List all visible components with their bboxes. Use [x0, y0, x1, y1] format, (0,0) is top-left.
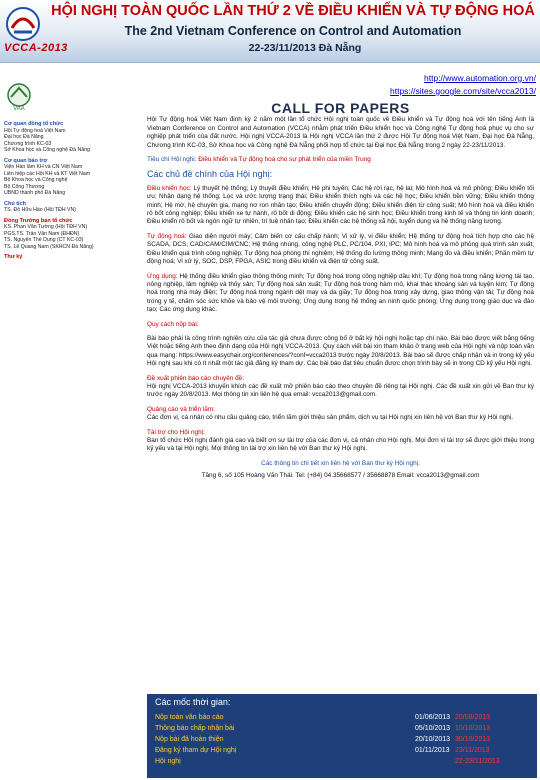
sessions-title: Đề xuất phiên báo cáo chuyên đề:: [147, 374, 244, 382]
co-chair-item: TS. Nguyễn Thế Dung (CT KC-03): [4, 237, 84, 243]
web-links: [240, 72, 536, 98]
topic-control-text: Lý thuyết hệ thống; Lý thuyết điều khiển; Hệ phi tuyến; Các hệ rời rạc, hệ lai; Mô hình hoá và mô phỏng; Điều khiển tối ưu; Nhận dạng hệ thống; Lọc và ước lượng trạng thái; Điều khiển thích nghi và các hệ học; Điều khiển bền vững; Điều khiển thông minh; Hệ mờ, hệ chuyên gia, mạng nơ ron nhân tạo; Điều khiển chuyển động; Điều khiển điện từ công suất; Mô hình hoá và điều khiển rô bốt công nghiệp; Điều khiển xe tự hành, rô bốt di động; Điều khiển các hệ sinh học; Điều khiển trong kinh tế và thông tin kinh doanh; Điều khiển rô bốt và ngôn ngữ tự nhiên, trí tuệ nhân tạo; Điều khiển các hệ thống xã hội, tuyển dụng và hệ thống năng lượng.: [147, 184, 534, 226]
date-place: 22-23/11/2013 Đà Nẵng: [248, 42, 362, 54]
co-chair-item: PGS.TS. Trần Văn Nam (ĐHĐN): [4, 230, 80, 237]
date-row: [155, 736, 525, 746]
vcca-logo-icon: [4, 6, 42, 42]
sponsors-heading: Cơ quan bảo trợ: [4, 157, 48, 164]
patron-item: Viện Hàn lâm KH và CN Việt Nam: [4, 164, 83, 170]
title-vietnamese: HỘI NGHỊ TOÀN QUỐC LẦN THỨ 2 VỀ ĐIỀU KHIỂN VÀ TỰ ĐỘNG HOÁ: [51, 3, 535, 19]
sessions-text: Hội nghị VCCA-2013 khuyến khích các đề xuất mở phiên báo cáo theo chuyên đề riêng tại Hội nghị. Các đề xuất xin gửi về Ban thư ký trước ngày 20/8/2013. Mọi thông tin xin liên hệ qua email: vcca2013@gmail.com.: [147, 382, 534, 399]
topic-applications-title: Ứng dụng:: [147, 272, 178, 280]
date-start: 05/10/2013: [415, 725, 451, 732]
patron-item: Bộ Công Thương: [4, 183, 45, 190]
intro-paragraph: Hội Tự động hoá Việt Nam định kỳ 2 năm một lần tổ chức Hội nghị toàn quốc về Điều khiển và Tự động hoá với tên tiếng Anh là Vietnam Conference on Control and Automation (VCCA) nhằm phát triển Điều khiển học và Công nghệ Tự động hoá phục vụ cho sự nghiệp phát triển của đất nước. Hội nghị VCCA-2013 là Hội nghị VCCA lần thứ 2 được Hội Tự động hoá Việt Nam, Đại học Đà Nẵng, Chương trình KC-03, Sở Khoa học và Công nghệ Đà Nẵng phối hợp tổ chức tại Đại học Đà Nẵng trong 2 ngày 22-23/11/2013.: [147, 116, 534, 149]
topic-automation-title: Tự động hoá:: [147, 232, 187, 240]
sponsor-title: Tài trợ cho Hội nghị:: [147, 428, 205, 436]
date-label: Nộp toàn văn báo cáo: [155, 714, 224, 721]
vaa-logo-text: VAA: [13, 106, 25, 112]
sponsor-text: Ban tổ chức Hội nghị đánh giá cao và biết ơn sự tài trợ của các đơn vị, cá nhân cho Hội nghị. Mọi đơn vị tài trợ sẽ được giới thiệu trong kỷ yếu và tại Hội nghị. Mọi thông tin tài trợ xin liên hệ với Ban thư ký Hội nghị.: [147, 437, 534, 453]
date-end: 10/10/2013: [455, 725, 491, 732]
ads-text: Các đơn vị, cá nhân có nhu cầu quảng cáo, triển lãm giới thiệu sản phẩm, dịch vụ tại Hội nghị xin liên hệ với Ban thư ký Hội nghị.: [147, 414, 514, 422]
date-row: [155, 747, 525, 757]
chair-name: TS. Đỗ Hữu Hào (Hội TĐH VN): [4, 207, 76, 213]
date-end: 20/08/2013: [455, 714, 491, 721]
date-label: Thông báo chấp nhận bài: [155, 725, 235, 732]
org-item: Hội Tự động hoá Việt Nam: [4, 127, 66, 134]
org-item: Đại học Đà Nẵng: [4, 134, 44, 140]
patron-item: Liên hiệp các Hội KH và KT Việt Nam: [4, 170, 91, 177]
co-chair-item: TS. Lê Quang Nam (SKHCN Đà Nẵng): [4, 243, 94, 250]
date-start: 20/10/2013: [415, 736, 451, 743]
cfp-title: CALL FOR PAPERS: [271, 100, 410, 116]
date-row: [155, 758, 525, 768]
topic-applications-text: Hệ thống điều khiển giao thông thông minh; Tự động hoá trong công nghiệp dầu khí; Tự động hoá trong năng lượng tái tạo, nông nghiệp, lâm nghiệp và thủy sản; Tự động hoá sản xuất; Tự động hoá trong hàm mỏ, khai thác khoáng sản và luyện kim; Tự động hoá trong nhà máy điện; Tự động hoá trong ngành dệt may và da giầy; Tự động hoá trong xây dựng, giao thông vận tải; Tự động hoá trong y tế, chăm sóc sức khỏe và bảo vệ môi trường; Ứng dụng trong hệ thống an ninh quốc phòng; Ứng dụng trong giáo dục và đào tạo; Các ứng dụng khác.: [147, 272, 534, 314]
date-end: 30/10/2013: [455, 736, 491, 743]
org-item: Chương trình KC-03: [4, 140, 52, 147]
date-start: 01/11/2013: [415, 747, 450, 754]
patron-item: Bộ Khoa học và Công nghệ: [4, 177, 68, 183]
rules-text: Bài báo phải là công trình nghiên cứu của tác giả chưa được công bố ở bất kỳ hội nghị hoặc tạp chí nào. Bài báo được viết bằng tiếng Việt hoặc tiếng Anh theo định dạng của Hội nghị VCCA-2013. Quy cách viết bài xin tham khảo ở trang web của Hội nghị và nộp toàn văn qua mạng: https://www.easychair.org/conferences/?conf=vcca2013 trước ngày 20/8/2013. Bài báo sẽ được chấp nhận và in trong kỷ yếu Hội nghị sau khi có ít nhất một tác giả đăng ký tham dự. Các bài báo đạt tiêu chuẩn được chọn trình bày sẽ in trong CD kỷ yếu Hội nghị.: [147, 334, 534, 368]
co-chair-item: KS. Phan Văn Tường (Hội TĐH VN): [4, 224, 88, 230]
google-site-link[interactable]: https://sites.google.com/site/vcca2013/: [390, 86, 536, 96]
topic-automation-text: Giao diện người máy; Cảm biến cơ cấu chấp hành; Vi xử lý, vi điều khiển; Hệ thống tự động hoá tích hợp cho các hệ SCADA, DCS, CAD/CAM/CIM/CNC; Hệ thống nhúng, công nghệ PLC, PC/104, PXI, IPC; Mô hình hoá và mô phỏng quá trình sản xuất; Điều khiển quá trình công nghiệp; Tự động hoá phòng thí nghiệm; Hệ thống đo lường thông minh; Mạng đo và điều khiển; Phần mềm tự động hoá; Vi xử lý, SOC, DSP, FPGA, ASIC trong điều khiển và điện tử công suất.: [147, 232, 535, 266]
theme-text: Điều khiển và Tự động hoá cho sự phát triển của miền Trung: [198, 156, 371, 164]
co-chairs-heading: Đồng Trưởng ban tổ chức: [4, 217, 73, 224]
org-item: Sở Khoa học và Công nghệ Đà Nẵng: [4, 147, 90, 153]
contact-details: Tầng 6, số 105 Hoàng Văn Thái. Tel: (+84) 04.35668577 / 35668878 Email: vcca2013@gmail.com: [201, 472, 480, 480]
vaa-logo-icon: [4, 82, 34, 112]
theme-label: Tiêu chí Hội nghị:: [147, 156, 197, 164]
patron-item: UBND thành phố Đà Nẵng: [4, 190, 66, 196]
ads-title: Quảng cáo và triển lãm:: [147, 405, 215, 413]
topic-control: [147, 185, 534, 227]
date-row: [155, 714, 525, 724]
important-dates-box: [147, 694, 537, 778]
main-content: [147, 100, 535, 481]
date-label: Nộp bài đã hoàn thiện: [155, 736, 224, 743]
date-label: Đăng ký tham dự Hội nghị: [155, 747, 237, 754]
website-link[interactable]: http://www.automation.org.vn/: [424, 73, 536, 83]
organizers-column: [4, 117, 139, 261]
rules-title: Quy cách nộp bài:: [147, 320, 199, 328]
theme-line: [147, 156, 534, 164]
conference-header: [0, 0, 540, 63]
date-end: 23/11/2013: [455, 747, 490, 754]
date-row: [155, 725, 525, 735]
secretary-heading: Thư ký: [4, 254, 23, 260]
topic-control-title: Điều khiển học:: [147, 184, 192, 192]
date-start: 01/06/2013: [415, 714, 451, 721]
vcca-acronym: VCCA-2013: [4, 42, 68, 54]
date-label: Hội nghị: [155, 758, 181, 765]
co-organizers-heading: Cơ quan đồng tổ chức: [4, 121, 64, 127]
topic-automation: [147, 233, 534, 267]
topics-heading: Các chủ đề chính của Hội nghị:: [147, 169, 273, 180]
title-english: The 2nd Vietnam Conference on Control and Automation: [124, 24, 462, 38]
topic-applications: [147, 273, 534, 315]
chair-heading: Chủ tịch: [4, 200, 26, 207]
dates-title: Các mốc thời gian:: [155, 697, 231, 707]
date-end: 22-23/11/2013: [455, 758, 500, 765]
contact-title: Các thông tin chi tiết xin liên hệ với Ban thư ký Hội nghị:: [261, 459, 420, 467]
